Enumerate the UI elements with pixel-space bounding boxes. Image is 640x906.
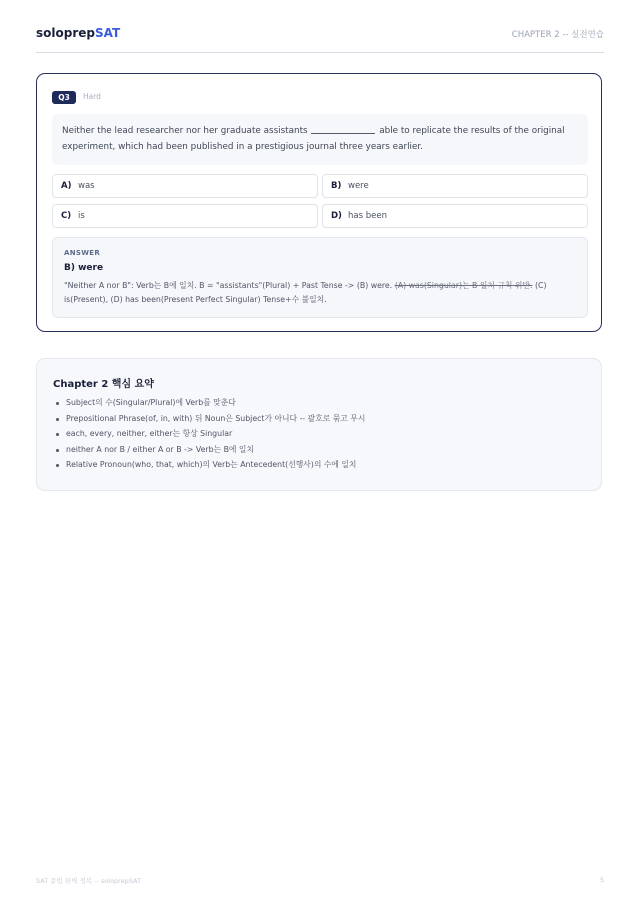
summary-item: neither A nor B / either A or B -> Verb는 B에 일치: [56, 442, 365, 458]
option-text: were: [348, 181, 369, 191]
option-b[interactable]: [322, 174, 588, 198]
question-text-after: able to replicate the results of the original experiment, which had been published in a prestigious journal three years earlier.: [62, 126, 565, 152]
chapter-label: CHAPTER 2 -- 실전연습: [511, 30, 604, 40]
brand-accent: SAT: [94, 26, 121, 40]
option-letter: A): [61, 181, 72, 191]
question-card: [36, 73, 602, 332]
answer-explanation: [64, 279, 576, 307]
chapter-summary-card: [36, 358, 602, 491]
summary-list: [56, 395, 365, 473]
difficulty-label: Hard: [83, 92, 101, 101]
answer-value: B) were: [64, 263, 104, 273]
brand-name: soloprep: [36, 26, 95, 40]
summary-item: Prepositional Phrase(of, in, with) 뒤 Noun은 Subject가 아니다 -- 괄호로 묶고 무시: [56, 411, 365, 427]
option-letter: B): [331, 181, 342, 191]
option-d[interactable]: [322, 204, 588, 228]
page-number: 5: [599, 876, 604, 884]
option-text: is: [78, 211, 85, 221]
footer-title: SAT 문법 완벽 정복 -- soloprepSAT: [36, 877, 141, 885]
brand-logo: [36, 26, 120, 40]
summary-item: Subject의 수(Singular/Plural)에 Verb를 맞춘다: [56, 395, 365, 411]
answer-label: ANSWER: [64, 249, 101, 257]
page-header: [36, 26, 604, 53]
question-text: [52, 114, 588, 165]
summary-item: each, every, neither, either는 항상 Singular: [56, 426, 365, 442]
summary-title: Chapter 2 핵심 요약: [53, 379, 154, 390]
question-text-before: Neither the lead researcher nor her graduate assistants: [62, 126, 308, 136]
answer-blank: [311, 123, 375, 134]
answer-box: [52, 237, 588, 318]
question-number-badge: Q3: [52, 91, 76, 104]
option-c[interactable]: [52, 204, 318, 228]
option-text: was: [78, 181, 95, 191]
explanation-text: "Neither A nor B": Verb는 B에 일치. B = "assistants"(Plural) + Past Tense -> (B) were.: [64, 281, 393, 290]
option-text: has been: [348, 211, 387, 221]
option-letter: C): [61, 211, 72, 221]
option-a[interactable]: [52, 174, 318, 198]
explanation-text-rest: (C) is(Present), (D) has been(Present Perfect Singular) Tense+수 불일치.: [64, 281, 547, 304]
explanation-strikethrough: (A) was(Singular)는 B 일치 규칙 위반.: [394, 281, 533, 290]
summary-item: Relative Pronoun(who, that, which)의 Verb는 Antecedent(선행사)의 수에 일치: [56, 457, 365, 473]
option-letter: D): [331, 211, 342, 221]
